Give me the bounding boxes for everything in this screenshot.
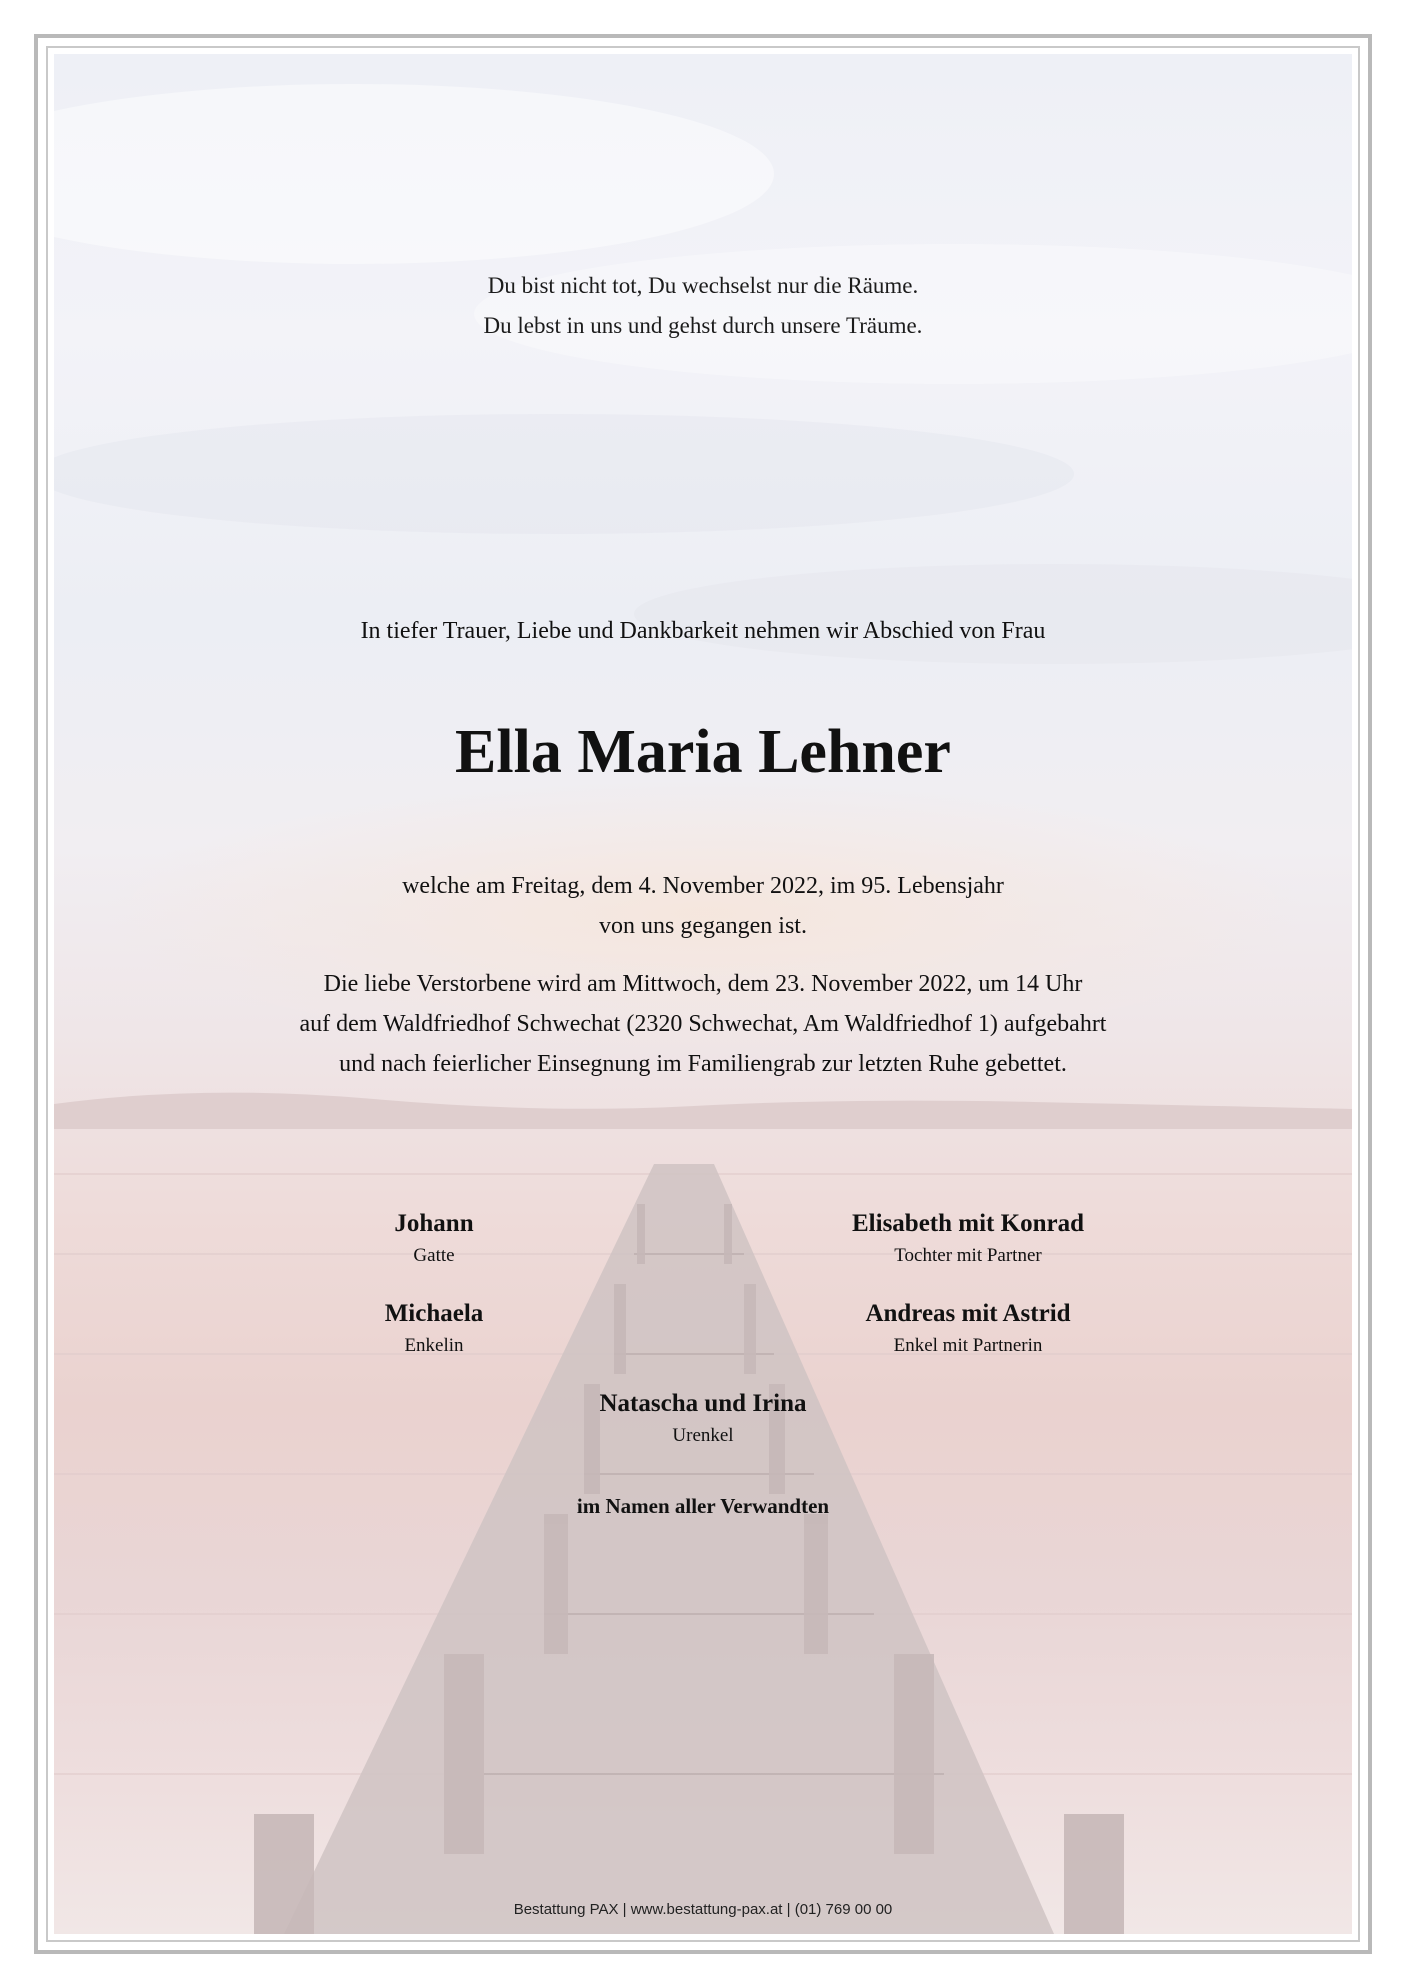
quote-line-2: Du lebst in uns und gehst durch unsere Träume.: [483, 313, 923, 338]
mourner-relation: Enkel mit Partnerin: [893, 1335, 1043, 1356]
mourner-name: Johann: [394, 1210, 474, 1237]
mourner-entry: [748, 1297, 1188, 1361]
farewell-intro: In tiefer Trauer, Liebe und Dankbarkeit nehmen wir Abschied von Frau: [360, 618, 1046, 644]
funeral-home-footer: Bestattung PAX | www.bestattung-pax.at | (01) 769 00 00: [513, 1901, 893, 1918]
mourner-name: Natascha und Irina: [599, 1390, 807, 1417]
mourner-relation: Gatte: [413, 1245, 455, 1266]
quote-line-1: Du bist nicht tot, Du wechselst nur die Räume.: [487, 273, 919, 298]
mourner-entry: [214, 1207, 654, 1271]
details-line-2: von uns gegangen ist.: [599, 913, 807, 939]
details-line-1: welche am Freitag, dem 4. November 2022, im 95. Lebensjahr: [402, 873, 1004, 899]
mourner-entry: [214, 1297, 654, 1361]
details-line-4: auf dem Waldfriedhof Schwechat (2320 Schwechat, Am Waldfriedhof 1) aufgebahrt: [299, 1011, 1107, 1037]
closing-line: im Namen aller Verwandten: [576, 1494, 830, 1518]
mourner-relation: Tochter mit Partner: [894, 1245, 1042, 1266]
mourner-name: Andreas mit Astrid: [865, 1300, 1071, 1327]
details-line-3: Die liebe Verstorbene wird am Mittwoch, dem 23. November 2022, um 14 Uhr: [323, 971, 1083, 997]
mourner-entry: [483, 1387, 923, 1451]
deceased-name: Ella Maria Lehner: [455, 718, 951, 786]
funeral-details: [0, 866, 1406, 1084]
mourner-name: Elisabeth mit Konrad: [852, 1210, 1084, 1237]
mourner-entry: [748, 1207, 1188, 1271]
memorial-quote: [0, 266, 1406, 346]
mourner-relation: Enkelin: [404, 1335, 464, 1356]
mourner-name: Michaela: [384, 1300, 484, 1327]
details-line-5: und nach feierlicher Einsegnung im Familiengrab zur letzten Ruhe gebettet.: [339, 1051, 1067, 1077]
mourner-relation: Urenkel: [672, 1425, 734, 1446]
